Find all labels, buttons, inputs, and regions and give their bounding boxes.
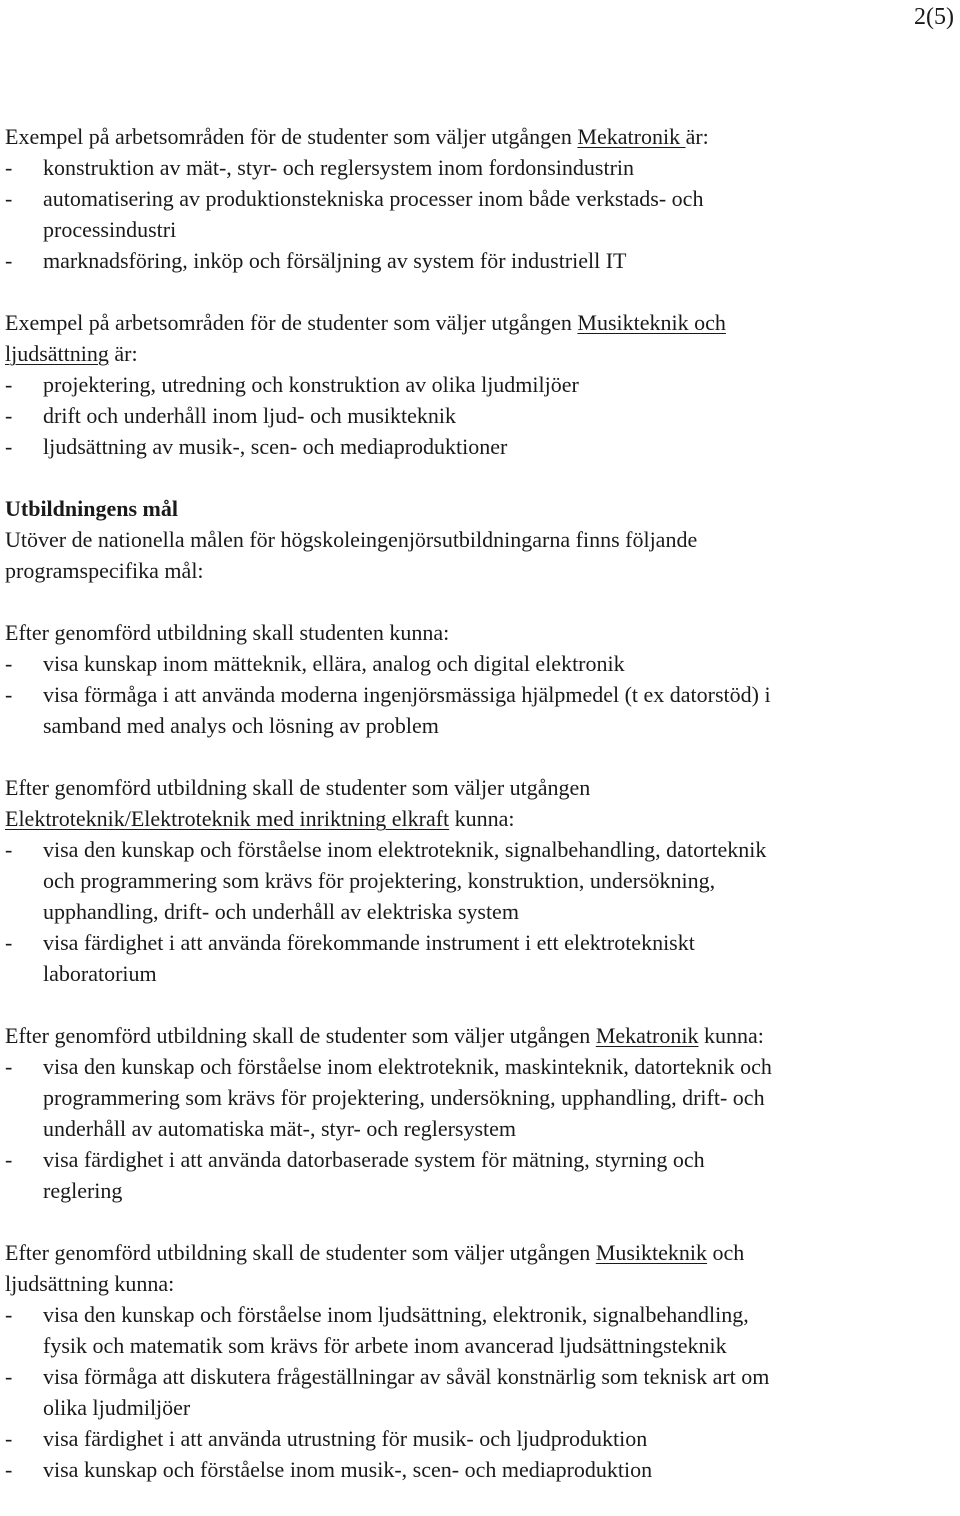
- list-item-text: automatisering av produktionstekniska processer inom både verkstads- och: [43, 186, 704, 211]
- list-item: [5, 1299, 955, 1361]
- list-item-text: visa färdighet i att använda utrustning för musik- och ljudproduktion: [43, 1426, 648, 1451]
- list-item-text: visa färdighet i att använda datorbaserade system för mätning, styrning och: [43, 1147, 705, 1172]
- list-item: [5, 648, 955, 679]
- list-dash: -: [5, 682, 13, 707]
- list-dash: -: [5, 1054, 13, 1079]
- list-dash: -: [5, 930, 13, 955]
- list-item-text: drift och underhåll inom ljud- och musikteknik: [43, 403, 457, 428]
- section-block: [5, 307, 955, 462]
- list-item: [5, 927, 955, 989]
- list-item: [5, 1051, 955, 1144]
- list-item: [5, 834, 955, 927]
- list-item: [5, 431, 955, 462]
- list-item-text: visa den kunskap och förståelse inom elektroteknik, signalbehandling, datorteknik: [43, 837, 767, 862]
- paragraph-line: [5, 1268, 955, 1299]
- list-item: [5, 245, 955, 276]
- section-block: [5, 121, 955, 276]
- list-item-text: projektering, utredning och konstruktion av olika ljudmiljöer: [43, 372, 579, 397]
- list-dash: -: [5, 155, 13, 180]
- list-item: [5, 152, 955, 183]
- list-dash: -: [5, 651, 13, 676]
- list-dash: -: [5, 186, 13, 211]
- underlined-term: Musikteknik: [595, 1240, 708, 1265]
- list-dash: -: [5, 1147, 13, 1172]
- list-dash: -: [5, 372, 13, 397]
- list-item-text: visa kunskap inom mätteknik, ellära, analog och digital elektronik: [43, 651, 625, 676]
- underlined-term: Elektroteknik/Elektroteknik med inriktning elkraft: [5, 806, 450, 831]
- paragraph-line: [5, 1020, 955, 1051]
- list-item-text: visa den kunskap och förståelse inom ljudsättning, elektronik, signalbehandling,: [43, 1302, 749, 1327]
- list-item-text: visa den kunskap och förståelse inom elektroteknik, maskinteknik, datorteknik och: [43, 1054, 772, 1079]
- paragraph-line: [5, 121, 955, 152]
- underlined-term: Musikteknik och: [577, 310, 726, 335]
- list-item-text: marknadsföring, inköp och försäljning av system för industriell IT: [43, 248, 627, 273]
- list-item-text: visa kunskap och förståelse inom musik-, scen- och mediaproduktion: [43, 1457, 653, 1482]
- paragraph-line: [5, 617, 955, 648]
- list-dash: -: [5, 1364, 13, 1389]
- text-run: är:: [685, 124, 709, 149]
- document-body: [5, 121, 955, 1516]
- list-item-text: samband med analys och lösning av problem: [43, 713, 439, 738]
- paragraph-line: [5, 493, 955, 524]
- list-item: [5, 679, 955, 741]
- text-run: ljudsättning kunna:: [5, 1271, 175, 1296]
- list-item: [5, 369, 955, 400]
- text-run: programspecifika mål:: [5, 558, 204, 583]
- list-item: [5, 183, 955, 245]
- list-item-text: visa förmåga i att använda moderna ingenjörsmässiga hjälpmedel (t ex datorstöd) i: [43, 682, 771, 707]
- list-item-text: underhåll av automatiska mät-, styr- och reglersystem: [43, 1116, 517, 1141]
- list-item: [5, 1454, 955, 1485]
- list-item: [5, 1144, 955, 1206]
- text-run: Efter genomförd utbildning skall de studenter som väljer utgången: [5, 1240, 596, 1265]
- underlined-term: Mekatronik: [595, 1023, 699, 1048]
- paragraph-line: [5, 338, 955, 369]
- text-run: Exempel på arbetsområden för de studenter som väljer utgången: [5, 124, 578, 149]
- list-dash: -: [5, 434, 13, 459]
- text-run: är:: [108, 341, 138, 366]
- paragraph-line: [5, 555, 955, 586]
- text-run: Efter genomförd utbildning skall de studenter som väljer utgången: [5, 1023, 596, 1048]
- list-item-text: konstruktion av mät-, styr- och reglersystem inom fordonsindustrin: [43, 155, 635, 180]
- list-dash: -: [5, 248, 13, 273]
- list-item-text: laboratorium: [43, 961, 157, 986]
- list-item-text: visa färdighet i att använda förekommande instrument i ett elektrotekniskt: [43, 930, 695, 955]
- list-dash: -: [5, 403, 13, 428]
- list-dash: -: [5, 1426, 13, 1451]
- list-item: [5, 400, 955, 431]
- list-dash: -: [5, 1457, 13, 1482]
- section-block: [5, 617, 955, 741]
- text-run: kunna:: [449, 806, 515, 831]
- list-item-text: upphandling, drift- och underhåll av elektriska system: [43, 899, 519, 924]
- section-block: [5, 772, 955, 989]
- list-item-text: processindustri: [43, 217, 177, 242]
- list-item-text: visa förmåga att diskutera frågeställningar av såväl konstnärlig som teknisk art om: [43, 1364, 770, 1389]
- list-item-text: och programmering som krävs för projektering, konstruktion, undersökning,: [43, 868, 716, 893]
- list-item: [5, 1423, 955, 1454]
- paragraph-line: [5, 1237, 955, 1268]
- section-block: [5, 493, 955, 586]
- list-dash: -: [5, 1302, 13, 1327]
- paragraph-line: [5, 803, 955, 834]
- text-run: kunna:: [698, 1023, 764, 1048]
- page-number: 2(5): [914, 4, 954, 30]
- list-item: [5, 1361, 955, 1423]
- text-run: Efter genomförd utbildning skall de studenter som väljer utgången: [5, 775, 591, 800]
- paragraph-line: [5, 307, 955, 338]
- text-run: Utöver de nationella målen för högskoleingenjörsutbildningarna finns följande: [5, 527, 698, 552]
- text-run: och: [707, 1240, 745, 1265]
- list-dash: -: [5, 837, 13, 862]
- list-item-text: ljudsättning av musik-, scen- och mediaproduktioner: [43, 434, 508, 459]
- underlined-term: ljudsättning: [5, 341, 109, 366]
- list-item-text: olika ljudmiljöer: [43, 1395, 191, 1420]
- paragraph-line: [5, 524, 955, 555]
- paragraph-line: [5, 772, 955, 803]
- underlined-term: Mekatronik: [577, 124, 686, 149]
- text-run: Efter genomförd utbildning skall studenten kunna:: [5, 620, 450, 645]
- list-item-text: fysik och matematik som krävs för arbete inom avancerad ljudsättningsteknik: [43, 1333, 727, 1358]
- section-heading: Utbildningens mål: [5, 496, 178, 521]
- list-item-text: programmering som krävs för projektering, undersökning, upphandling, drift- och: [43, 1085, 765, 1110]
- section-block: [5, 1020, 955, 1206]
- list-item-text: reglering: [43, 1178, 123, 1203]
- section-block: [5, 1237, 955, 1485]
- text-run: Exempel på arbetsområden för de studenter som väljer utgången: [5, 310, 578, 335]
